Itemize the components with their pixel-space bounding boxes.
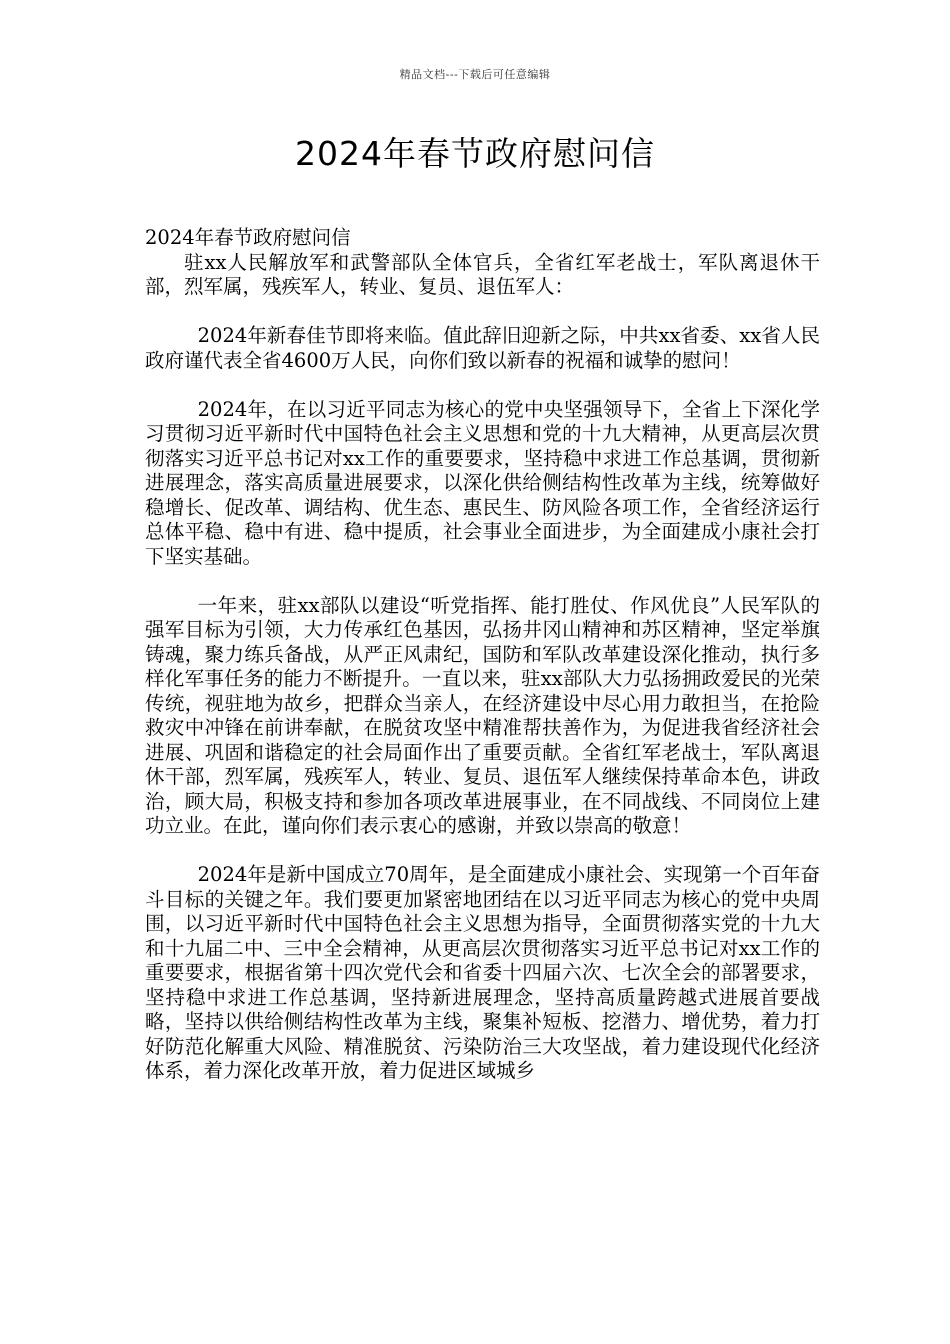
paragraph-1: 2024年新春佳节即将来临。值此辞旧迎新之际，中共xx省委、xx省人民政府谨代表全省4600万人民，向你们致以新春的祝福和诚挚的慰问！ [145,324,820,372]
paragraph-2: 2024年，在以习近平同志为核心的党中央坚强领导下，全省上下深化学习贯彻习近平新时代中国特色社会主义思想和党的十九大精神，从更高层次贯彻落实习近平总书记对xx工作的重要要求，坚持稳中求进工作总基调，贯彻新进展理念，落实高质量进展要求，以深化供给侧结构性改革为主线，统筹做好稳增长、促改革、调结构、优生态、惠民生、防风险各项工作，全省经济运行总体平稳、稳中有进、稳中提质，社会事业全面进步，为全面建成小康社会打下坚实基础。 [145,397,820,568]
salutation: 驻xx人民解放军和武警部队全体官兵，全省红军老战士，军队离退休干部，烈军属，残疾军人，转业、复员、退伍军人： [145,250,820,298]
document-title: 2024年春节政府慰问信 [295,134,655,173]
paragraph-gap [145,839,820,864]
document-subtitle: 2024年春节政府慰问信 [145,226,351,249]
paragraph-3: 一年来，驻xx部队以建设“听党指挥、能打胜仗、作风优良”人民军队的强军目标为引领，大力传承红色基因，弘扬井冈山精神和苏区精神，坚定举旗铸魂，聚力练兵备战，从严正风肃纪，国防和军队改革建设深化推动，执行多样化军事任务的能力不断提升。一直以来，驻xx部队大力弘扬拥政爱民的光荣传统，视驻地为故乡，把群众当亲人，在经济建设中尽心用力敢担当，在抢险救灾中冲锋在前讲奉献，在脱贫攻坚中精准帮扶善作为，为促进我省经济社会进展、巩固和谐稳定的社会局面作出了重要贡献。全省红军老战士，军队离退休干部，烈军属，残疾军人，转业、复员、退伍军人继续保持革命本色，讲政治，顾大局，积极支持和参加各项改革进展事业，在不同战线、不同岗位上建功立业。在此，谨向你们表示衷心的感谢，并致以崇高的敬意！ [145,593,820,837]
paragraph-4: 2024年是新中国成立70周年，是全面建成小康社会、实现第一个百年奋斗目标的关键之年。我们要更加紧密地团结在以习近平同志为核心的党中央周围，以习近平新时代中国特色社会主义思想为指导，全面贯彻落实党的十九大和十九届二中、三中全会精神，从更高层次贯彻落实习近平总书记对xx工作的重要要求，根据省第十四次党代会和省委十四届六次、七次全会的部署要求，坚持稳中求进工作总基调，坚持新进展理念，坚持高质量跨越式进展首要战略，坚持以供给侧结构性改革为主线，聚集补短板、挖潜力、增优势，着力打好防范化解重大风险、精准脱贫、污染防治三大攻坚战，着力建设现代化经济体系，着力深化改革开放，着力促进区域城乡 [145,863,820,1082]
header-note: 精品文档---下载后可任意编辑 [399,68,551,81]
paragraph-gap [145,300,820,325]
document-body [145,226,820,1084]
paragraph-gap [145,373,820,398]
paragraph-gap [145,569,820,594]
